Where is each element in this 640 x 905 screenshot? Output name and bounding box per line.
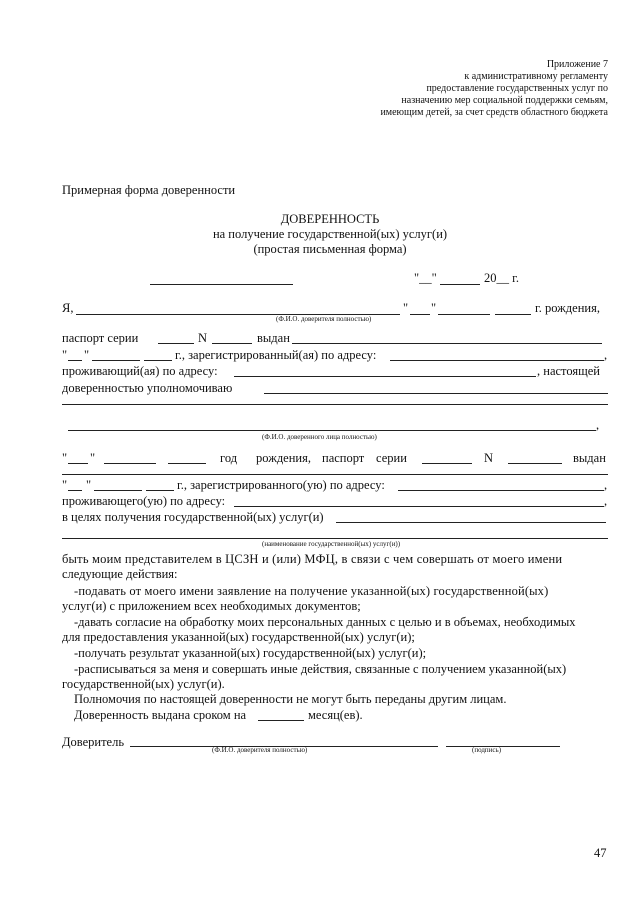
passport-issued-label: выдан (257, 331, 290, 345)
date-quote: "__" (414, 271, 437, 285)
service-hint: (наименование государственной(ых) услуг(и)) (262, 540, 401, 548)
passport-series-label: паспорт серии (62, 331, 139, 345)
document-form-type: (простая письменная форма) (253, 242, 407, 256)
body-b1b: услуг(и) с приложением всех необходимых документов; (62, 599, 361, 613)
date-year: 20__ г. (484, 271, 519, 285)
agent-quote-open: " (62, 451, 68, 465)
agent-number-line (508, 463, 562, 464)
place-line (150, 284, 293, 285)
purpose-line-1 (336, 522, 606, 523)
body-p3a: Доверенность выдана сроком на (74, 708, 247, 722)
agent-name-line-2 (62, 404, 608, 405)
body-b1a: -подавать от моего имени заявление на получение указанной(ых) государственной(ых) (74, 584, 549, 598)
header-line-4: назначению мер социальной поддержки семьям, (401, 95, 608, 106)
agent-quote-close: " (90, 451, 96, 465)
body-b4b: государственной(ых) услуг(и). (62, 677, 225, 691)
agent-birth-year-line (168, 463, 206, 464)
header-line-3: предоставление государственных услуг по (426, 83, 608, 94)
document-subtitle: на получение государственной(ых) услуг(и) (212, 227, 448, 241)
agent-issued-label: выдан (573, 451, 606, 465)
annex-header (380, 59, 608, 119)
body-p1b: следующие действия: (62, 567, 178, 581)
body-p3b: месяц(ев). (308, 708, 363, 722)
agent-issue-year-line (146, 490, 174, 491)
agent-passport-label: паспорт (322, 451, 365, 465)
signature-name-hint: (Ф.И.О. доверителя полностью) (212, 746, 308, 754)
birth-month-line (438, 314, 490, 315)
agent-issued-line (62, 474, 608, 475)
residing-label: проживающий(ая) по адресу: (62, 364, 218, 378)
agent-registered-comma: , (604, 478, 608, 492)
signature-sign-hint: (подпись) (472, 746, 502, 754)
agent-reg-quote-open: " (62, 478, 68, 492)
registered-label: г., зарегистрированный(ая) по адресу: (175, 348, 377, 362)
agent-issue-day-line (68, 490, 82, 491)
passport-series-line (158, 343, 194, 344)
header-line-5: имеющим детей, за счет средств областного бюджета (380, 107, 608, 118)
passport-number-line (212, 343, 252, 344)
passport-issued-line (292, 343, 602, 344)
agent-name-line-1 (264, 393, 608, 394)
agent-residing-label: проживающего(ую) по адресу: (62, 494, 226, 508)
passport-n-label: N (198, 331, 208, 345)
agent-residing-comma: , (604, 494, 608, 508)
issue-day-line (68, 360, 82, 361)
body-b4a: -расписываться за меня и совершать иные действия, связанные с получением указанной(ых) (74, 662, 567, 676)
form-caption: Примерная форма доверенности (62, 183, 236, 197)
agent-registered-line (398, 490, 604, 491)
body-b3: -получать результат указанной(ых) государственной(ых) услуг(и); (74, 646, 427, 660)
document-title: ДОВЕРЕННОСТЬ (280, 212, 380, 226)
signature-label: Доверитель (62, 735, 125, 749)
agent-birth-month-line (104, 463, 156, 464)
authorize-label: доверенностью уполномочиваю (62, 381, 233, 395)
agent-n-label: N (484, 451, 494, 465)
ya-label: Я, (62, 301, 74, 315)
now-label: , настоящей (537, 364, 600, 378)
residing-address-line (234, 376, 536, 377)
date-month-line (440, 284, 480, 285)
body-p2: Полномочия по настоящей доверенности не могут быть переданы другим лицам. (74, 692, 507, 706)
purpose-line-2 (62, 538, 608, 539)
birth-label: г. рождения, (535, 301, 600, 315)
agent-reg-quote-close: " (86, 478, 92, 492)
header-line-1: Приложение 7 (546, 59, 608, 70)
signature-sign-line (446, 746, 560, 747)
agent-residing-line (234, 506, 604, 507)
issue-month-line (92, 360, 140, 361)
reg-quote-open: " (62, 348, 68, 362)
principal-name-hint: (Ф.И.О. доверителя полностью) (276, 315, 372, 323)
agent-registered-label: г., зарегистрированного(ую) по адресу: (177, 478, 385, 492)
header-line-2: к административному регламенту (464, 71, 608, 82)
registered-comma: , (604, 348, 608, 362)
agent-series-label: серии (376, 451, 407, 465)
agent-name-comma: , (596, 418, 600, 432)
quote-open: " (403, 301, 409, 315)
agent-name-hint: (Ф.И.О. доверенного лица полностью) (262, 433, 377, 441)
body-p1a: быть моим представителем в ЦСЗН и (или) МФЦ, в связи с чем совершать от моего имени (62, 552, 563, 566)
agent-year-label: год (220, 451, 238, 465)
quote-close: " (431, 301, 437, 315)
reg-quote-close: " (84, 348, 90, 362)
agent-issue-month-line (94, 490, 142, 491)
purpose-label: в целях получения государственной(ых) услуг(и) (62, 510, 324, 524)
agent-birth-label: рождения, (256, 451, 311, 465)
body-b2a: -давать согласие на обработку моих персональных данных с целью и в объемах, необходимых (74, 615, 576, 629)
birth-year-line (495, 314, 531, 315)
registered-address-line (390, 360, 604, 361)
agent-name-line-3 (68, 430, 596, 431)
agent-series-line (422, 463, 472, 464)
agent-birth-day-line (68, 463, 88, 464)
page-number: 47 (594, 846, 607, 860)
birth-day-line (410, 314, 430, 315)
body-b2b: для предоставления указанной(ых) государственной(ых) услуг(и); (62, 630, 415, 644)
term-line (258, 720, 304, 721)
issue-year-line (144, 360, 172, 361)
